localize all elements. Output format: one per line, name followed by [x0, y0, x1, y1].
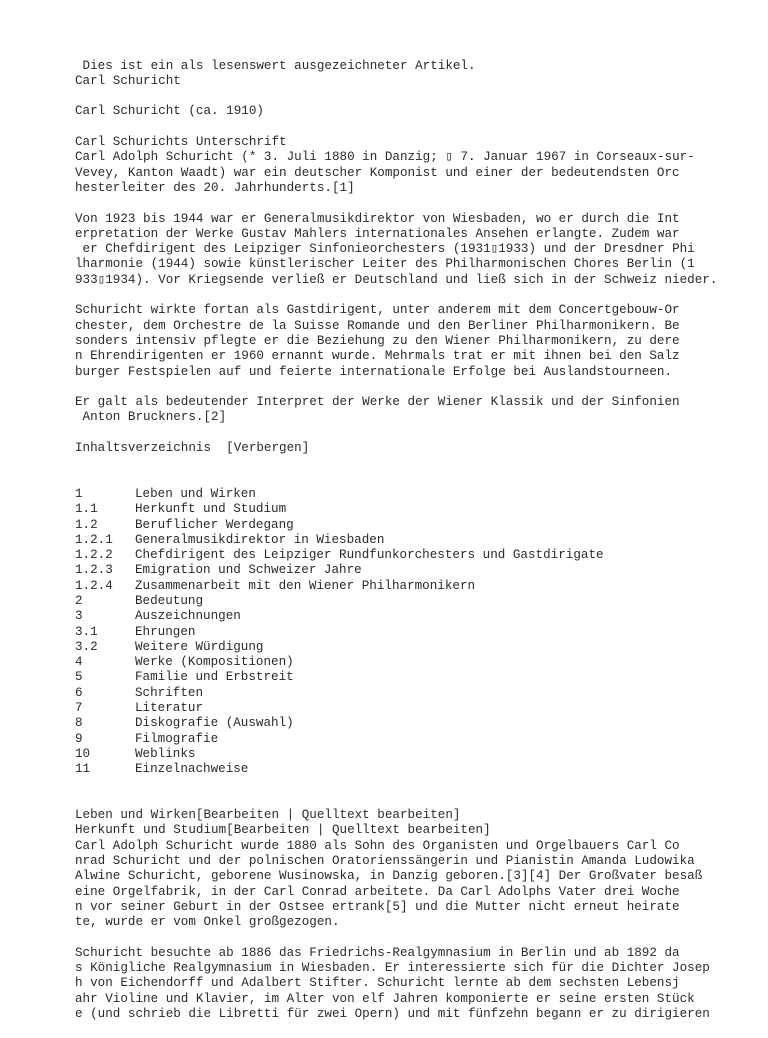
toc-entry[interactable] — [75, 579, 755, 594]
toc-title: Emigration und Schweizer Jahre — [135, 563, 362, 578]
toc-number: 3.2 — [75, 639, 98, 654]
toc-title: Diskografie (Auswahl) — [135, 716, 294, 731]
blank-line — [75, 380, 755, 395]
toc-title: Chefdirigent des Leipziger Rundfunkorchesters und Gastdirigate — [135, 548, 604, 563]
toc-title: Ehrungen — [135, 624, 196, 639]
text-line: Carl Schuricht (ca. 1910) — [75, 104, 264, 119]
toc-title: Literatur — [135, 701, 204, 716]
text-line: Leben und Wirken[Bearbeiten | Quelltext bearbeiten] — [75, 808, 461, 823]
intro-section — [75, 59, 755, 457]
toc-entry[interactable] — [75, 716, 755, 731]
toc-title: Beruflicher Werdegang — [135, 517, 294, 532]
text-line: n Ehrendirigenten er 1960 ernannt wurde. Mehrmals trat er mit ihnen bei den Salz — [75, 349, 680, 364]
text-line: Von 1923 bis 1944 war er Generalmusikdirektor von Wiesbaden, wo er durch die Int — [75, 211, 680, 226]
text-line: hesterleiter des 20. Jahrhunderts.[1] — [75, 180, 355, 195]
toc-entry[interactable] — [75, 518, 755, 533]
text-line: Schuricht besuchte ab 1886 das Friedrichs-Realgymnasium in Berlin und ab 1892 da — [75, 945, 680, 960]
text-line: e (und schrieb die Libretti für zwei Opern) und mit fünfzehn begann er zu dirigieren — [75, 1007, 710, 1021]
toc-title: Generalmusikdirektor in Wiesbaden — [135, 532, 385, 547]
text-line: Vevey, Kanton Waadt) war ein deutscher Komponist und einer der bedeutendsten Orc — [75, 165, 680, 180]
toc-title: Bedeutung — [135, 593, 204, 608]
text-line: s Königliche Realgymnasium in Wiesbaden. Er interessierte sich für die Dichter Josep — [75, 961, 710, 976]
text-line: sonders intensiv pflegte er die Beziehung zu den Wiener Philharmonikern, zu dere — [75, 333, 680, 348]
text-line: te, wurde er vom Onkel großgezogen. — [75, 915, 340, 930]
text-line: h von Eichendorff und Adalbert Stifter. Schuricht lernte ab dem sechsten Lebensj — [75, 976, 680, 991]
text-line: 933▯1934). Vor Kriegsende verließ er Deutschland und ließ sich in der Schweiz nieder. — [75, 272, 718, 287]
text-line: Dies ist ein als lesenswert ausgezeichneter Artikel. — [75, 58, 476, 73]
toc-entry[interactable] — [75, 670, 755, 685]
text-line: Er galt als bedeutender Interpret der Werke der Wiener Klassik und der Sinfonien — [75, 395, 680, 410]
toc-title: Auszeichnungen — [135, 609, 241, 624]
toc-title: Weitere Würdigung — [135, 639, 264, 654]
toc-entry[interactable] — [75, 640, 755, 655]
table-of-contents — [75, 487, 755, 778]
toc-title: Filmografie — [135, 731, 219, 746]
body-section — [75, 808, 755, 1022]
text-line: ahr Violine und Klavier, im Alter von elf Jahren komponierte er seine ersten Stück — [75, 991, 695, 1006]
toc-entry[interactable] — [75, 625, 755, 640]
toc-number: 10 — [75, 746, 91, 761]
text-line: Inhaltsverzeichnis [Verbergen] — [75, 441, 310, 456]
text-line: er Chefdirigent des Leipziger Sinfonieorchesters (1931▯1933) und der Dresdner Phi — [75, 242, 695, 257]
toc-number: 8 — [75, 716, 83, 731]
toc-number: 1.2 — [75, 517, 98, 532]
toc-entry[interactable] — [75, 686, 755, 701]
toc-number: 3.1 — [75, 624, 98, 639]
toc-number: 3 — [75, 609, 83, 624]
blank-line — [75, 931, 755, 946]
toc-title: Zusammenarbeit mit den Wiener Philharmonikern — [135, 578, 476, 593]
toc-entry[interactable] — [75, 502, 755, 517]
toc-entry[interactable] — [75, 655, 755, 670]
text-line: Carl Adolph Schuricht (* 3. Juli 1880 in Danzig; ▯ 7. Januar 1967 in Corseaux-sur- — [75, 150, 695, 165]
blank-line — [75, 120, 755, 135]
toc-number: 9 — [75, 731, 83, 746]
text-line: nrad Schuricht und der polnischen Oratorienssängerin und Pianistin Amanda Ludowika — [75, 854, 695, 869]
text-line: Carl Adolph Schuricht wurde 1880 als Sohn des Organisten und Orgelbauers Carl Co — [75, 838, 680, 853]
text-line: Alwine Schuricht, geborene Wusinowska, in Danzig geboren.[3][4] Der Großvater besaß — [75, 869, 703, 884]
text-line: Carl Schurichts Unterschrift — [75, 135, 287, 150]
toc-number: 1 — [75, 486, 83, 501]
toc-entry[interactable] — [75, 563, 755, 578]
text-line: Schuricht wirkte fortan als Gastdirigent, unter anderem mit dem Concertgebouw-Or — [75, 303, 680, 318]
text-line: chester, dem Orchestre de la Suisse Romande und den Berliner Philharmonikern. Be — [75, 318, 680, 333]
toc-number: 11 — [75, 762, 91, 777]
toc-title: Herkunft und Studium — [135, 502, 287, 517]
toc-title: Werke (Kompositionen) — [135, 655, 294, 670]
toc-number: 2 — [75, 593, 83, 608]
toc-number: 1.1 — [75, 502, 98, 517]
text-line: n vor seiner Geburt in der Ostsee ertrank[5] und die Mutter nicht erneut heirate — [75, 899, 680, 914]
text-line: burger Festspielen auf und feierte internationale Erfolge bei Auslandstourneen. — [75, 364, 673, 379]
toc-entry[interactable] — [75, 609, 755, 624]
toc-entry[interactable] — [75, 533, 755, 548]
text-line: lharmonie (1944) sowie künstlerischer Leiter des Philharmonischen Chores Berlin (1 — [75, 257, 695, 272]
toc-number: 1.2.2 — [75, 548, 113, 563]
toc-number: 7 — [75, 701, 83, 716]
text-line: Herkunft und Studium[Bearbeiten | Quelltext bearbeiten] — [75, 823, 491, 838]
document-text — [75, 28, 755, 1038]
toc-title: Einzelnachweise — [135, 762, 249, 777]
blank-line — [75, 288, 755, 303]
toc-entry[interactable] — [75, 487, 755, 502]
text-line: eine Orgelfabrik, in der Carl Conrad arbeitete. Da Carl Adolphs Vater drei Woche — [75, 884, 680, 899]
toc-entry[interactable] — [75, 762, 755, 777]
blank-line — [75, 426, 755, 441]
toc-number: 6 — [75, 685, 83, 700]
toc-entry[interactable] — [75, 548, 755, 563]
toc-number: 4 — [75, 655, 83, 670]
toc-entry[interactable] — [75, 747, 755, 762]
text-line: erpretation der Werke Gustav Mahlers internationales Ansehen erlangte. Zudem war — [75, 226, 680, 241]
toc-title: Familie und Erbstreit — [135, 670, 294, 685]
toc-number: 1.2.1 — [75, 532, 113, 547]
toc-title: Leben und Wirken — [135, 486, 256, 501]
text-line: Carl Schuricht — [75, 73, 181, 88]
toc-entry[interactable] — [75, 732, 755, 747]
blank-line — [75, 89, 755, 104]
text-line: Anton Bruckners.[2] — [75, 410, 227, 425]
toc-title: Weblinks — [135, 746, 196, 761]
toc-number: 5 — [75, 670, 83, 685]
toc-title: Schriften — [135, 685, 204, 700]
toc-number: 1.2.4 — [75, 578, 113, 593]
blank-line — [75, 196, 755, 211]
toc-entry[interactable] — [75, 594, 755, 609]
toc-entry[interactable] — [75, 701, 755, 716]
toc-number: 1.2.3 — [75, 563, 113, 578]
